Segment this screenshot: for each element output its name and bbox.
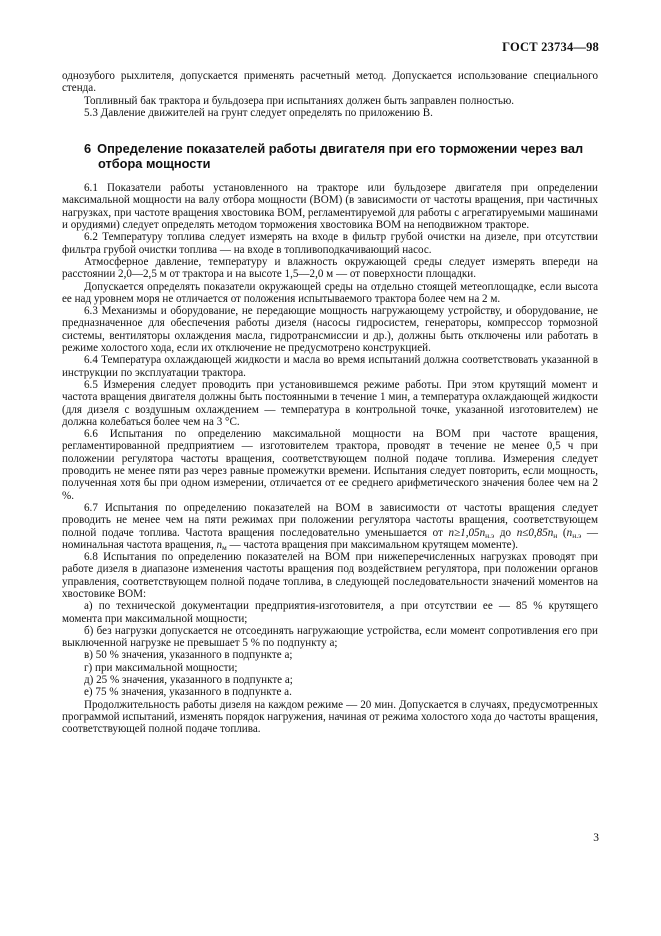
standard-code: ГОСТ 23734—98	[502, 40, 599, 54]
paragraph: 6.5 Измерения следует проводить при установившемся режиме работы. При этом крутящий момент и частота вращения двигателя должны быть постоянными в течение 1 мин, а температура охлаждающей жидкости (для дизеля с воздушным охлаждением — температура в контрольной точке, указанной изготовителем) не должна колебаться более чем на 3 °С.	[62, 378, 598, 428]
paragraph-text: до	[494, 526, 517, 539]
page-content	[62, 70, 598, 736]
paragraph: 6.6 Испытания по определению максимальной мощности на ВОМ при частоте вращения, регламентированной предприятием — изготовителем трактора, проводят в течение не менее 0,5 ч при положении регулятора частоты вращения, соответствующем полной подаче топлива. Измерения следует проводить не менее пяти раз через равные промежутки времени. Испытания следует повторить, если мощность, полученная хотя бы при одном измерении, отличается от ее среднего арифметического значения более чем на 2 %.	[62, 428, 598, 502]
paragraph: Атмосферное давление, температуру и влажность окружающей среды следует измерять впереди на расстоянии 2,0—2,5 м от трактора и на высоте 1,5—2,0 м — от поверхности площадки.	[62, 255, 598, 281]
paragraph: 6.2 Температуру топлива следует измерять на входе в фильтр грубой очистки на дизеле, при отсутствии фильтра грубой очистки топлива — на входе в топливоподкачивающий насос.	[62, 231, 598, 256]
paragraph-text: (	[557, 526, 567, 539]
paragraph: 6.4 Температура охлаждающей жидкости и масла во время испытаний должна соответствовать указанной в инструкции по эксплуатации трактора.	[62, 354, 598, 379]
subscript: н	[553, 530, 558, 540]
subscript: н.э	[572, 530, 582, 540]
subscript: н.э	[485, 530, 495, 540]
paragraph: 6.3 Механизмы и оборудование, не передающие мощность нагружающему устройству, и оборудование, не предназначенное для обеспечения работы дизеля (насосы гидросистем, генераторы, компрессор тормозной системы, вентиляторы охлаждения масла, гидротрансмиссии и др.), должны быть отключены или работать в режиме холостого хода, если их отключение не предусмотрено конструкцией.	[62, 305, 598, 355]
formula: n≥1,05n	[448, 526, 486, 539]
section-number: 6	[84, 141, 92, 157]
paragraph-text: — частота вращения при максимальном крутящем моменте).	[226, 538, 519, 551]
list-item: в) 50 % значения, указанного в подпункте а;	[84, 649, 293, 662]
paragraph: 6.8 Испытания по определению показателей на ВОМ при нижеперечисленных нагрузках проводят при работе дизеля в диапазоне изменения частоты вращения под воздействием регулятора, при положении органов управления, соответствующем полной подаче топлива, в следующей последовательности значений моментов на хвостовике ВОМ:	[62, 551, 598, 600]
paragraph: однозубого рыхлителя, допускается применять расчетный метод. Допускается использование специального стенда.	[62, 70, 598, 95]
paragraph: Топливный бак трактора и бульдозера при испытаниях должен быть заправлен полностью.	[84, 94, 515, 107]
list-item: б) без нагрузки допускается не отсоединять нагружающие устройства, если момент сопротивления его при выключенной нагрузке не превышает 5 % по подпункту а;	[62, 624, 598, 650]
paragraph: Допускается определять показатели окружающей среды на отдельно стоящей метеоплощадке, если высота ее над уровнем моря не отличается от положения испытываемого трактора более чем на 2 м.	[62, 280, 598, 305]
paragraph	[62, 502, 598, 551]
paragraph-text: 6.7 Испытания по определению показателей на ВОМ в зависимости от частоты вращения следует проводить не менее чем на пяти режимах при положении регулятора частоты вращения, соответствующем полной подаче топлива. Частота вращения последовательно уменьшается от	[62, 501, 598, 539]
list-item: а) по технической документации предприятия-изготовителя, а при отсутствии ее — 85 % крутящего момента при максимальной мощности;	[62, 600, 598, 625]
formula: n	[216, 538, 222, 551]
formula: n≤0,85n	[516, 526, 554, 539]
list-item: е) 75 % значения, указанного в подпункте а.	[84, 686, 292, 699]
paragraph: Продолжительность работы дизеля на каждом режиме — 20 мин. Допускается в случаях, предусмотренных программой испытаний, изменять порядок нагружения, начиная от режима холостого хода до частоты вращения, соответствующей полной подаче топлива.	[62, 698, 598, 736]
section-heading	[84, 141, 598, 171]
subscript: м	[221, 542, 227, 552]
paragraph: 5.3 Давление движителей на грунт следует определять по приложению В.	[84, 106, 433, 119]
paragraph-text: — номинальная частота вращения,	[62, 526, 599, 551]
list-item: г) при максимальной мощности;	[84, 661, 238, 674]
list-item: д) 25 % значения, указанного в подпункте а;	[84, 674, 293, 687]
paragraph: 6.1 Показатели работы установленного на тракторе или бульдозере двигателя при определении максимальной мощности на валу отбора мощности (ВОМ) (в зависимости от частоты вращения, при частичных нагрузках, при частоте вращения хвостовика ВОМ, регламентируемой для работы с агрегатируемыми машинами и орудиями) следует определять методом торможения хвостовика ВОМ на неподвижном тракторе.	[62, 182, 598, 232]
page-number: 3	[593, 832, 599, 844]
formula: n	[566, 526, 573, 539]
section-title: Определение показателей работы двигателя при его торможении через вал отбора мощности	[97, 141, 584, 172]
